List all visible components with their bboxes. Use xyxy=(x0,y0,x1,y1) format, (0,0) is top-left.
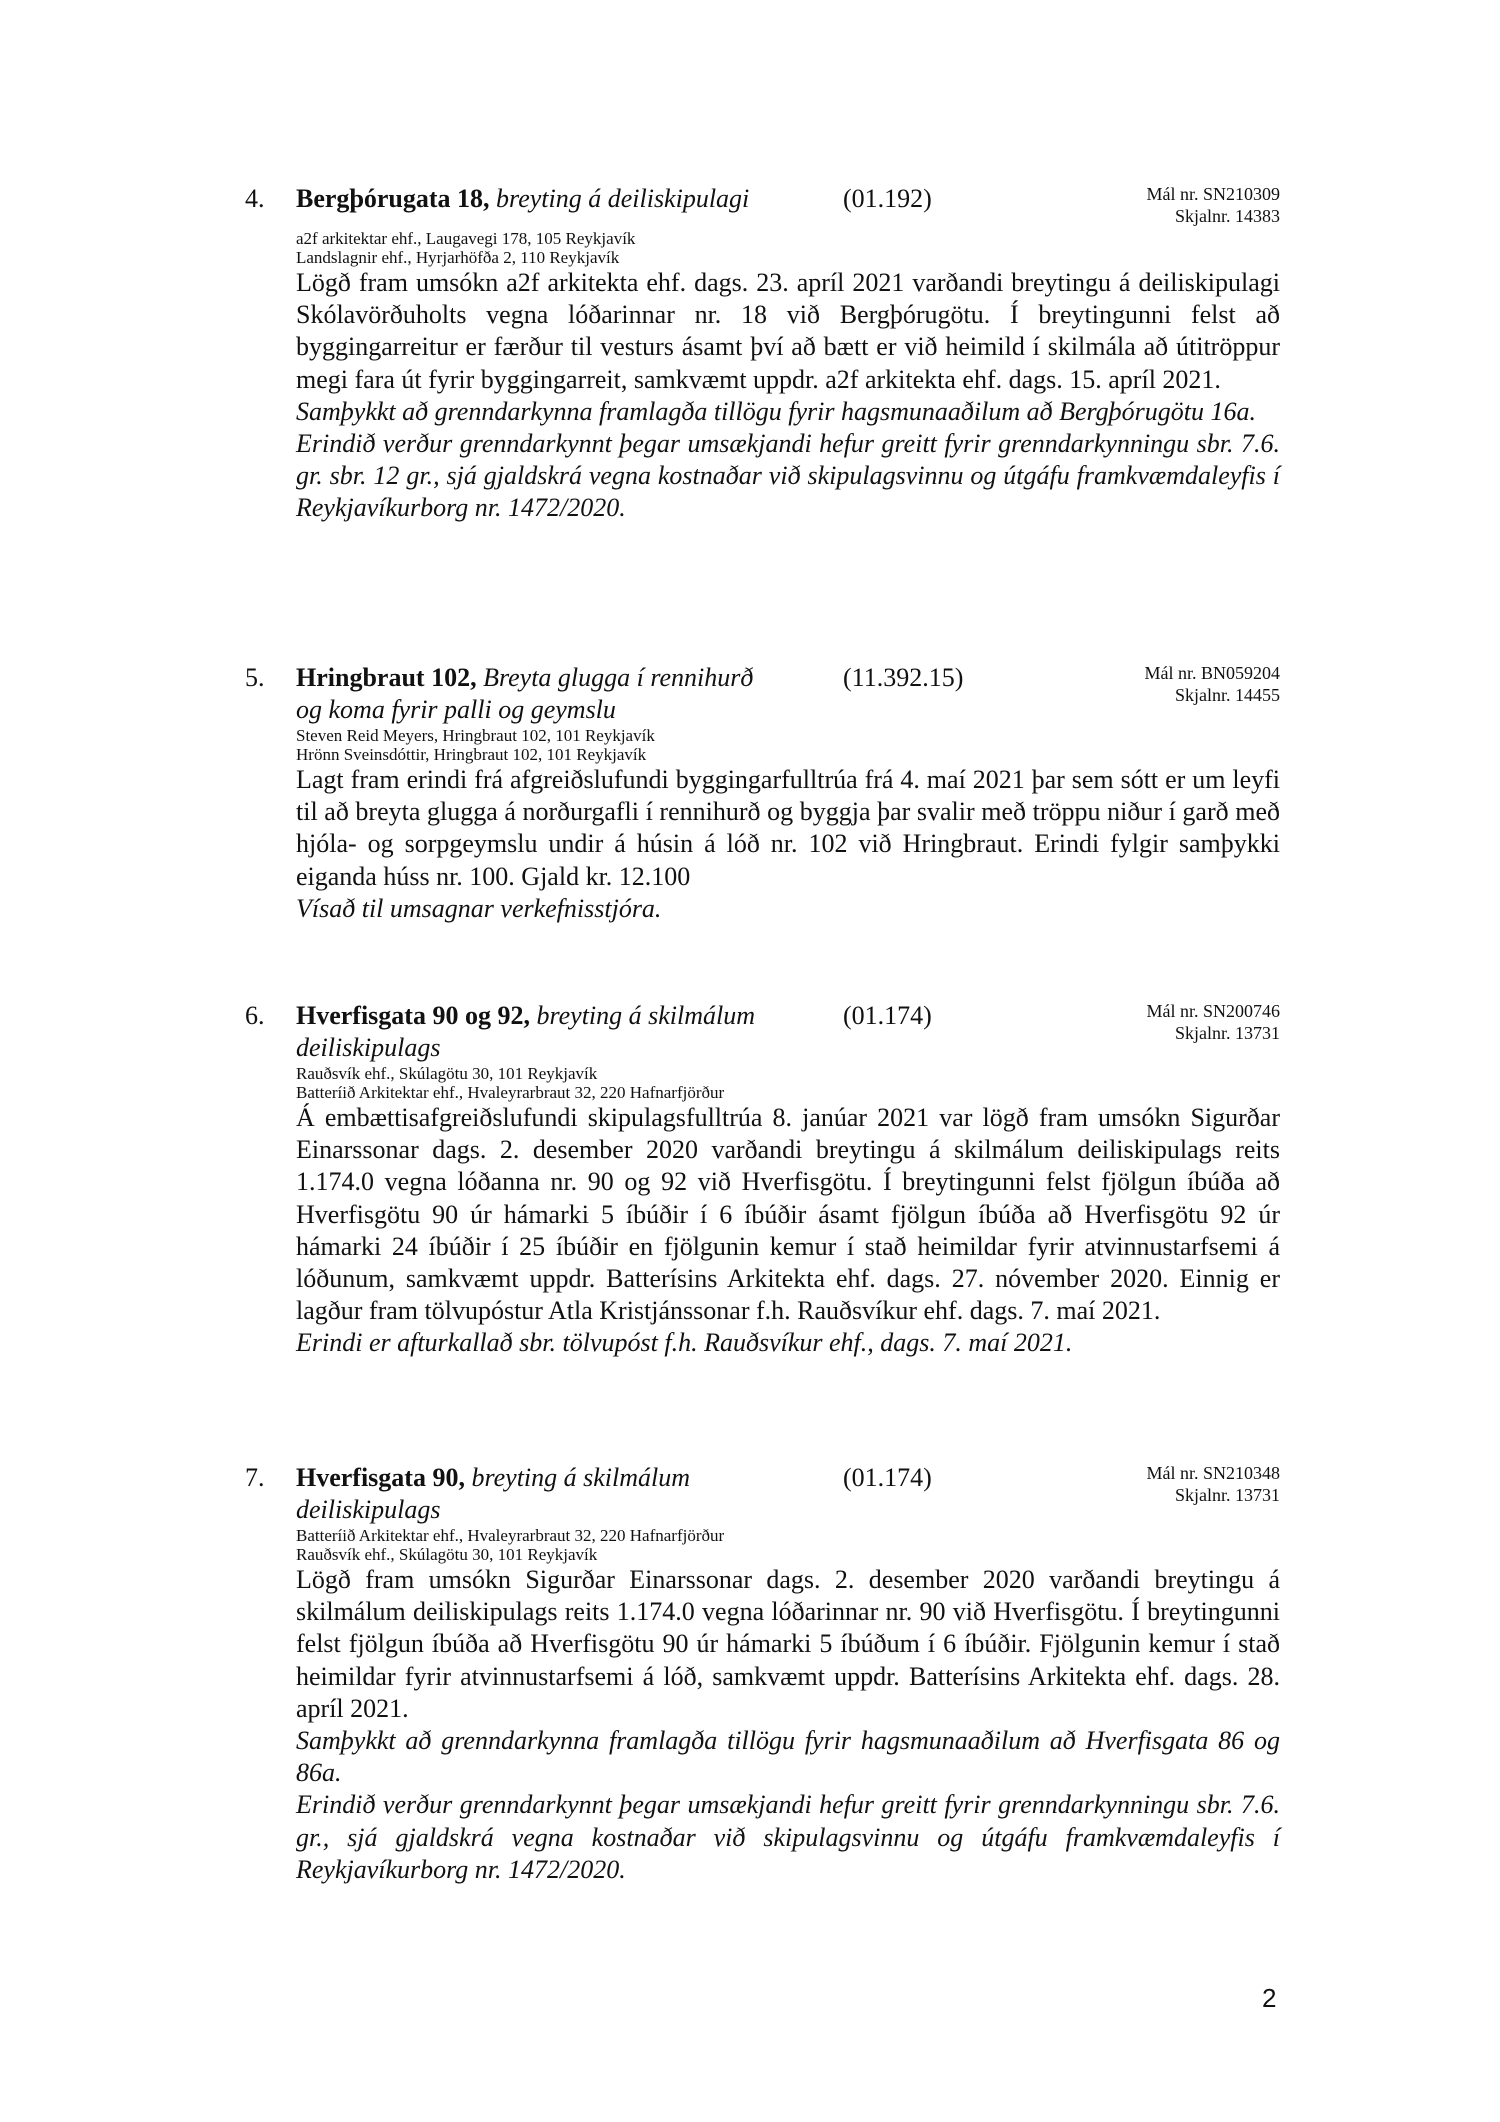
applicant: Landslagnir ehf., Hyrjarhöfða 2, 110 Reykjavík xyxy=(296,248,620,267)
item-subject-cont: og koma fyrir palli og geymslu xyxy=(296,695,616,724)
item-code: (01.174) xyxy=(843,1001,932,1030)
skjal-number: Skjalnr. 14455 xyxy=(1174,685,1280,705)
applicant: Rauðsvík ehf., Skúlagötu 30, 101 Reykjavík xyxy=(296,1064,598,1083)
applicant: Batteríið Arkitektar ehf., Hvaleyrarbraut 32, 220 Hafnarfjörður xyxy=(296,1083,725,1102)
item-body xyxy=(296,726,1280,925)
item-number: 7. xyxy=(245,1463,265,1492)
applicant: Steven Reid Meyers, Hringbraut 102, 101 Reykjavík xyxy=(296,726,655,745)
item-decision: Samþykkt að grenndarkynna framlagða tillögu fyrir hagsmunaaðilum að Bergþórugötu 16a. xyxy=(296,396,1257,426)
item-subject: Breyta glugga í rennihurð xyxy=(483,663,754,692)
item-decision: Erindi er afturkallað sbr. tölvupóst f.h. Rauðsvíkur ehf., dags. 7. maí 2021. xyxy=(296,1328,1073,1358)
item-heading xyxy=(296,1000,816,1064)
page-number: 2 xyxy=(1262,1983,1277,2013)
item-description: Lögð fram umsókn a2f arkitekta ehf. dags. 23. apríl 2021 varðandi breytingu á deiliskipulagi Skólavörðuholts vegna lóðarinnar nr. 18 við Bergþórugötu. Í breytingunni felst að byggingarreitur er færður til vesturs ásamt því að bætt er við heimild í skilmála að útitröppur megi fara út fyrir byggingarreit, samkvæmt uppdr. a2f arkitekta ehf. dags. 15. apríl 2021. xyxy=(296,268,1280,394)
item-decision: Erindið verður grenndarkynnt þegar umsækjandi hefur greitt fyrir grenndarkynningu sbr. 7.6. gr., sjá gjaldskrá vegna kostnaðar við skipulagsvinnu og útgáfu framkvæmdaleyfis í Reykjavíkurborg nr. 1472/2020. xyxy=(296,1790,1280,1884)
item-body xyxy=(296,229,1280,525)
item-subject-cont: deiliskipulags xyxy=(296,1033,441,1062)
item-body xyxy=(296,1526,1280,1886)
item-heading xyxy=(296,662,816,726)
item-description: Á embættisafgreiðslufundi skipulagsfulltrúa 8. janúar 2021 var lögð fram umsókn Sigurðar Einarssonar dags. 2. desember 2020 varðandi breytingu á skilmálum deiliskipulags reits 1.174.0 vegna lóðanna nr. 90 og 92 við Hverfisgötu. Í breytingunni felst fjölgun íbúða að Hverfisgötu 90 úr hámarki 5 íbúðir í 6 íbúðir ásamt fjölgun íbúða að Hverfisgötu 92 úr hámarki 24 íbúðir í 25 íbúðir en fjölgunin kemur í stað heimildar fyrir atvinnustarfsemi á lóðunum, samkvæmt uppdr. Batterísins Arkitekta ehf. dags. 27. nóvember 2020. Einnig er lagður fram tölvupóstur Atla Kristjánssonar f.h. Rauðsvíkur ehf. dags. 7. maí 2021. xyxy=(296,1103,1280,1326)
item-subject: breyting á skilmálum xyxy=(536,1001,756,1030)
item-subject: breyting á deiliskipulagi xyxy=(496,184,750,213)
item-decision: Samþykkt að grenndarkynna framlagða tillögu fyrir hagsmunaaðilum að Hverfisgata 86 og 86a. xyxy=(296,1726,1280,1788)
case-info xyxy=(1146,1462,1280,1506)
item-code: (01.192) xyxy=(843,184,932,213)
item-body xyxy=(296,1064,1280,1360)
item-description: Lagt fram erindi frá afgreiðslufundi byggingarfulltrúa frá 4. maí 2021 þar sem sótt er um leyfi til að breyta glugga á norðurgafli í rennihurð og byggja þar svalir með tröppu niður í garð með hjóla- og sorpgeymslu undir á húsin á lóð nr. 102 við Hringbraut. Erindi fylgir samþykki eiganda húss nr. 100. Gjald kr. 12.100 xyxy=(296,765,1280,891)
mal-number: Mál nr. SN210309 xyxy=(1146,184,1280,204)
item-description: Lögð fram umsókn Sigurðar Einarssonar dags. 2. desember 2020 varðandi breytingu á skilmálum deiliskipulags reits 1.174.0 vegna lóðarinnar nr. 90 við Hverfisgötu. Í breytingunni felst fjölgun íbúða að Hverfisgötu 90 úr hámarki 5 íbúðum í 6 íbúðir. Fjölgunin kemur í stað heimildar fyrir atvinnustarfsemi á lóð, samkvæmt uppdr. Batterísins Arkitekta ehf. dags. 28. apríl 2021. xyxy=(296,1565,1280,1723)
mal-number: Mál nr. BN059204 xyxy=(1144,663,1280,683)
item-code: (11.392.15) xyxy=(843,663,964,692)
case-info xyxy=(1146,1000,1280,1044)
applicant: a2f arkitektar ehf., Laugavegi 178, 105 Reykjavík xyxy=(296,229,636,248)
item-number: 5. xyxy=(245,663,265,692)
item-decision: Vísað til umsagnar verkefnisstjóra. xyxy=(296,893,662,923)
item-heading xyxy=(296,183,816,215)
skjal-number: Skjalnr. 13731 xyxy=(1174,1023,1280,1043)
case-info xyxy=(1146,183,1280,227)
item-address: Hringbraut 102, xyxy=(296,663,477,692)
item-decision: Erindið verður grenndarkynnt þegar umsækjandi hefur greitt fyrir grenndarkynningu sbr. 7.6. gr. sbr. 12 gr., sjá gjaldskrá vegna kostnaðar við skipulagsvinnu og útgáfu framkvæmdaleyfis í Reykjavíkurborg nr. 1472/2020. xyxy=(296,429,1280,523)
applicant: Hrönn Sveinsdóttir, Hringbraut 102, 101 Reykjavík xyxy=(296,745,647,764)
applicant: Batteríið Arkitektar ehf., Hvaleyrarbraut 32, 220 Hafnarfjörður xyxy=(296,1526,725,1545)
item-code: (01.174) xyxy=(843,1463,932,1492)
item-address: Hverfisgata 90 og 92, xyxy=(296,1001,530,1030)
item-number: 4. xyxy=(245,184,265,213)
item-address: Hverfisgata 90, xyxy=(296,1463,465,1492)
item-number: 6. xyxy=(245,1001,265,1030)
skjal-number: Skjalnr. 13731 xyxy=(1174,1485,1280,1505)
mal-number: Mál nr. SN200746 xyxy=(1146,1001,1280,1021)
item-subject: breyting á skilmálum xyxy=(471,1463,691,1492)
applicant: Rauðsvík ehf., Skúlagötu 30, 101 Reykjavík xyxy=(296,1545,598,1564)
case-info xyxy=(1144,662,1280,706)
mal-number: Mál nr. SN210348 xyxy=(1146,1463,1280,1483)
item-subject-cont: deiliskipulags xyxy=(296,1495,441,1524)
item-heading xyxy=(296,1462,816,1526)
skjal-number: Skjalnr. 14383 xyxy=(1174,206,1280,226)
item-address: Bergþórugata 18, xyxy=(296,184,490,213)
